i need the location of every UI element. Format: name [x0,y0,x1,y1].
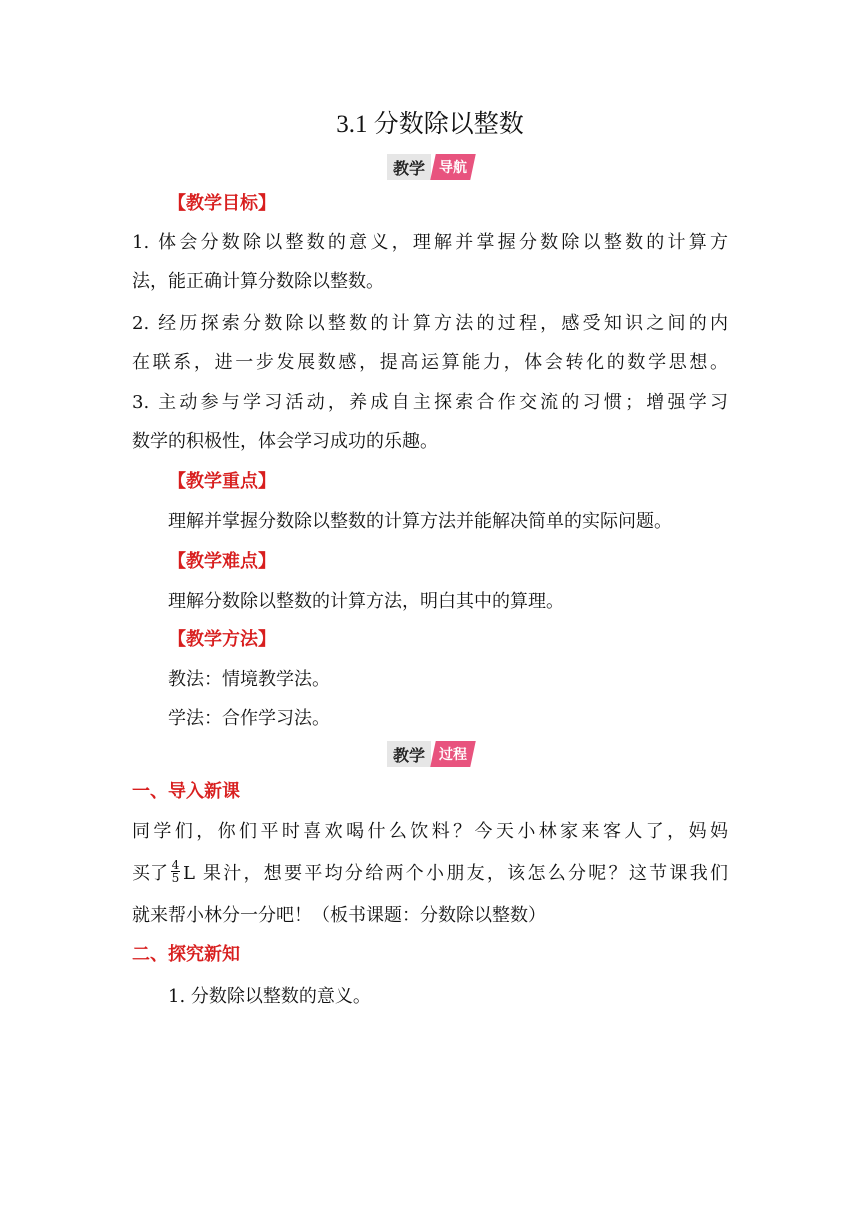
teaching-method: 教法：情境教学法。 [168,669,330,690]
fraction-four-fifths [171,859,180,884]
fraction-denominator: 5 [171,871,180,885]
goal-3-line-2: 数学的积极性，体会学习成功的乐趣。 [132,431,438,452]
goals-heading: 【教学目标】 [168,193,276,214]
methods-heading: 【教学方法】 [168,629,276,650]
teaching-guide-badge [0,154,860,180]
key-points-heading: 【教学重点】 [168,471,276,492]
badge-label-right: 导航 [430,154,476,180]
fraction-numerator: 4 [171,858,180,872]
goal-3-line-1: 3. 主动参与学习活动，养成自主探索合作交流的习惯；增强学习 [132,392,728,413]
difficulty-heading: 【教学难点】 [168,551,276,572]
page-title: 3.1 分数除以整数 [336,111,524,138]
intro-line-3: 就来帮小林分一分吧！（板书课题：分数除以整数） [132,905,546,926]
intro-line-2-prefix: 买了 [132,862,168,884]
explore-heading: 二、探究新知 [132,944,240,965]
explore-item-1: 1. 分数除以整数的意义。 [168,986,371,1007]
goal-1-line-1: 1. 体会分数除以整数的意义，理解并掌握分数除以整数的计算方 [132,232,728,253]
learning-method: 学法：合作学习法。 [168,708,330,729]
intro-heading: 一、导入新课 [132,781,240,802]
goal-1-line-2: 法，能正确计算分数除以整数。 [132,271,384,292]
intro-line-1: 同学们，你们平时喜欢喝什么饮料？今天小林家来客人了，妈妈 [132,821,728,842]
badge-label-right: 过程 [430,741,476,767]
goal-2-line-1: 2. 经历探索分数除以整数的计算方法的过程，感受知识之间的内 [132,313,728,334]
badge-label-left: 教学 [387,741,431,767]
teaching-process-badge [0,741,860,767]
difficulty-text: 理解分数除以整数的计算方法，明白其中的算理。 [168,591,564,612]
key-points-text: 理解并掌握分数除以整数的计算方法并能解决简单的实际问题。 [168,511,672,532]
intro-line-2-suffix: L 果汁，想要平均分给两个小朋友，该怎么分呢？这节课我们 [183,862,728,884]
goal-2-line-2: 在联系，进一步发展数感，提高运算能力，体会转化的数学思想。 [132,352,728,373]
badge-label-left: 教学 [387,154,431,180]
intro-line-2 [132,858,728,886]
